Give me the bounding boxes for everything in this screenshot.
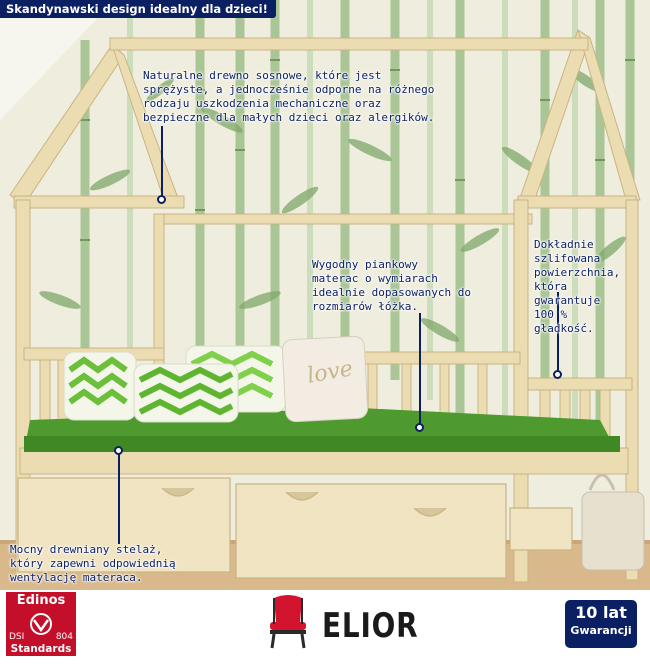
callout-wood-line — [161, 126, 163, 198]
callout-surface: Dokładnie szlifowana powierzchnia, która gwarantuje 100 % gładkość. — [534, 238, 621, 335]
warranty-years: 10 lat — [575, 603, 627, 622]
callout-mattress-dot — [415, 423, 424, 432]
warranty-badge — [565, 600, 637, 648]
edinos-dsi: DSI — [9, 632, 25, 642]
chair-logo-icon — [264, 594, 312, 650]
callout-surface-dot — [553, 370, 562, 379]
warranty-label: Gwarancji — [570, 624, 632, 637]
pillow-love-text: love — [305, 356, 355, 389]
headline-banner: Skandynawski design idealny dla dzieci! — [0, 0, 276, 18]
callout-wood-dot — [157, 195, 166, 204]
callout-frame-line — [118, 452, 120, 544]
edinos-badge — [6, 592, 76, 656]
edinos-check-icon — [26, 612, 56, 636]
brand-name: ELIOR — [322, 606, 419, 646]
callout-mattress: Wygodny piankowy materac o wymiarach idealnie dopasowanych do rozmiarów łóżka. — [312, 258, 471, 313]
edinos-title: Edinos — [16, 593, 66, 608]
callout-frame-dot — [114, 446, 123, 455]
edinos-subtitle: Standards — [10, 643, 72, 655]
callout-frame: Mocny drewniany stelaż, który zapewni odpowiednią wentylację materaca. — [10, 543, 176, 584]
edinos-number: 804 — [55, 632, 73, 642]
callout-wood: Naturalne drewno sosnowe, które jest sprężyste, a jednocześnie odporne na różnego rodzaju uszkodzenia mechaniczne oraz bezpieczne dla małych dzieci oraz alergików. — [143, 69, 435, 124]
callout-mattress-line — [419, 313, 421, 425]
